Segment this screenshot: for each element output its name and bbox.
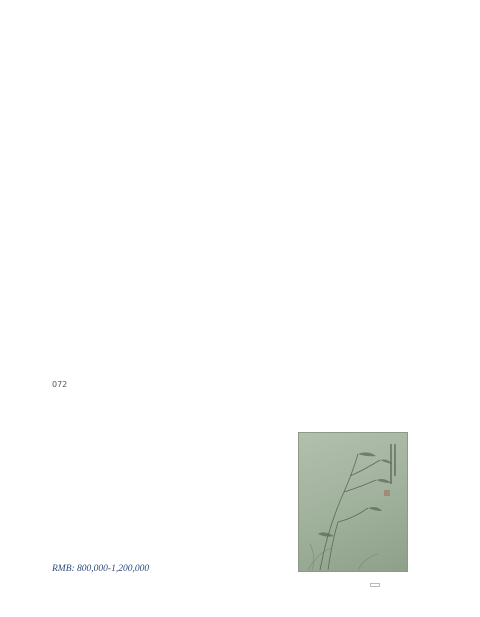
intro-text [52, 38, 444, 49]
estimate-price: RMB: 800,000-1,200,000 [52, 564, 150, 574]
painting-image [298, 432, 408, 572]
lot-title-row [52, 392, 56, 411]
orchid-bamboo-painting-icon [298, 432, 408, 572]
image-caption [370, 583, 380, 587]
lot-number: 072 [52, 380, 68, 389]
